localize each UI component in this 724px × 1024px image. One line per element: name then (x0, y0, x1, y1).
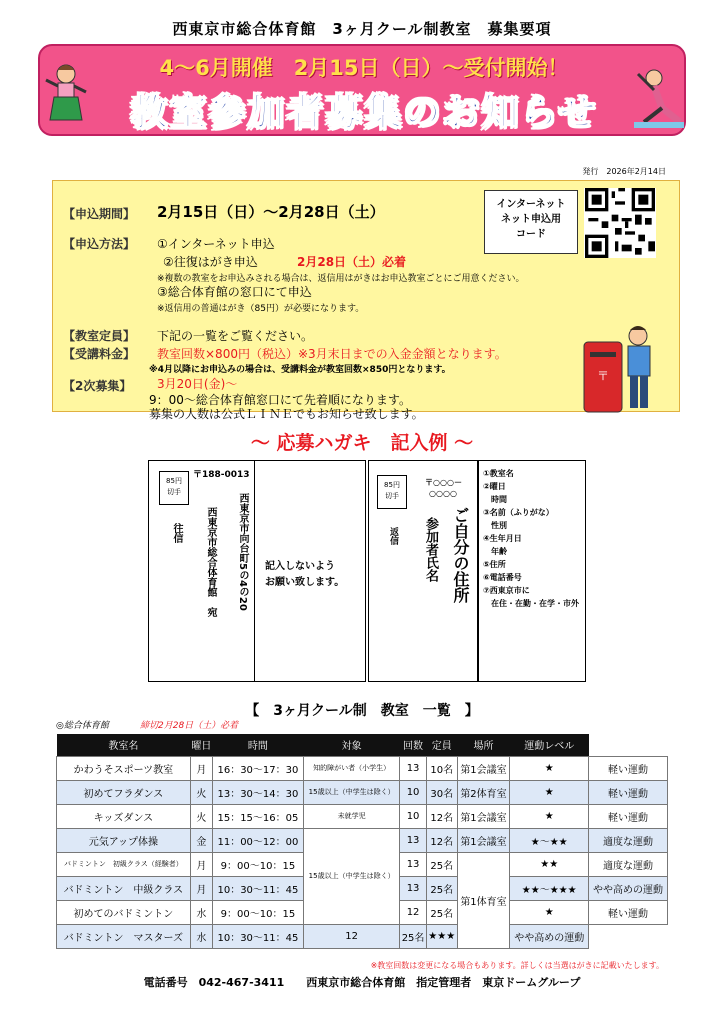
return-item: ⑥電話番号 (483, 573, 522, 582)
schedule-venue: ◎総合体育館 (56, 721, 109, 731)
method-2-deadline: 2月28日（土）必着 (297, 255, 407, 269)
capacity-label: 【教室定員】 (63, 329, 136, 343)
table-row (57, 804, 668, 828)
class-capacity: 12名 (426, 804, 457, 828)
class-name: バドミントン 中級クラス (57, 876, 191, 900)
outgoing-postal-code: 〒188-0013 (193, 470, 250, 480)
column-header: 回数 (400, 734, 426, 756)
return-own-address: ご自分の住所 (451, 507, 470, 603)
exercise-person-illustration (634, 64, 684, 130)
class-name: バドミントン 初級クラス（経験者） (57, 852, 191, 876)
outgoing-recipient: 西東京市総合体育館 宛 (205, 507, 216, 617)
class-place: 第2体育室 (457, 780, 510, 804)
class-day: 月 (190, 852, 212, 876)
schedule-note: ※教室回数は変更になる場合もあります。詳しくは当選はがきに記載いたします。 (370, 961, 664, 970)
class-day: 月 (190, 756, 212, 780)
schedule-header-row (57, 734, 668, 756)
period-label: 【申込期間】 (63, 207, 136, 221)
method-label: 【申込方法】 (63, 237, 136, 251)
return-stamp-label: 切手 (385, 492, 399, 500)
table-row (57, 924, 668, 948)
column-header: 場所 (457, 734, 510, 756)
schedule-table (56, 734, 668, 949)
class-level-text: やや高めの運動 (589, 876, 668, 900)
outgoing-label: 往信 (171, 523, 182, 543)
class-count: 12 (400, 900, 426, 924)
method-1: ①インターネット申込 (157, 237, 275, 251)
class-time: 11：00～12：00 (212, 828, 303, 852)
return-stamp-price: 85円 (384, 481, 400, 489)
column-header: 曜日 (190, 734, 212, 756)
column-header: 時間 (212, 734, 303, 756)
return-stamp (377, 475, 407, 509)
class-time: 9：00～10：15 (212, 900, 303, 924)
class-day: 金 (190, 828, 212, 852)
class-capacity: 25名 (426, 876, 457, 900)
class-capacity: 30名 (426, 780, 457, 804)
class-target: 15歳以上（中学生は除く） (303, 828, 400, 924)
class-level-text: 軽い運動 (589, 804, 668, 828)
class-count: 12 (303, 924, 400, 948)
class-capacity: 25名 (426, 900, 457, 924)
class-level-text: 軽い運動 (589, 900, 668, 924)
column-header: 定員 (426, 734, 457, 756)
issue-date: 発行 2026年2月14日 (582, 167, 666, 176)
class-count: 10 (400, 804, 426, 828)
table-row (57, 828, 668, 852)
class-count: 10 (400, 780, 426, 804)
return-postal-1: 〒○○○－ (425, 478, 462, 487)
return-label: 返信 (388, 527, 398, 545)
column-header: 対象 (303, 734, 400, 756)
class-time: 15：15～16：05 (212, 804, 303, 828)
class-level-stars: ★ (510, 900, 589, 924)
class-count: 13 (400, 756, 426, 780)
class-name: 初めてのバドミントン (57, 900, 191, 924)
class-day: 水 (190, 924, 212, 948)
class-target: 15歳以上（中学生は除く） (303, 780, 400, 804)
class-name: バドミントン マスターズ (57, 924, 191, 948)
banner-main-title: 教室参加者募集のお知らせ (130, 91, 598, 134)
return-item: ①教室名 (483, 469, 514, 478)
reply-back-side (254, 460, 366, 682)
return-item: 在住・在勤・在学・市外 (483, 599, 579, 608)
second-round-label: 【2次募集】 (63, 379, 132, 393)
return-item: 時間 (483, 495, 507, 504)
return-item: ③名前（ふりがな） (483, 508, 554, 517)
method-3: ③総合体育館の窓口にて申込 (157, 285, 312, 299)
postcard-example-title: ～ 応募ハガキ 記入例 ～ (250, 432, 474, 454)
return-item: ⑦西東京市に (483, 586, 530, 595)
schedule-title: 【 3ヶ月クール制 教室 一覧 】 (245, 703, 479, 719)
class-day: 月 (190, 876, 212, 900)
column-header: 運動レベル (510, 734, 589, 756)
return-item: 性別 (483, 521, 507, 530)
table-row (57, 780, 668, 804)
class-name: 元気アップ体操 (57, 828, 191, 852)
footer-contact: 電話番号 042-467-3411 西東京市総合体育館 指定管理者 東京ドームグループ (143, 976, 581, 989)
class-day: 水 (190, 900, 212, 924)
method-2: ②往復はがき申込 (163, 255, 258, 269)
return-item: ⑤住所 (483, 560, 506, 569)
qr-label-1: インターネット (496, 199, 566, 210)
class-level-text: 適度な運動 (589, 852, 668, 876)
svg-text:〒: 〒 (596, 369, 610, 383)
blank-note-2: お願い致します。 (265, 577, 345, 588)
class-time: 13：30～14：30 (212, 780, 303, 804)
blank-note-1: 記入しないよう (265, 561, 335, 572)
class-name: かわうそスポーツ教室 (57, 756, 191, 780)
class-place: 第1会議室 (457, 756, 510, 780)
capacity-value: 下記の一覧をご覧ください。 (157, 329, 314, 343)
fee-note: ※4月以降にお申込みの場合は、受講料金が教室回数×850円となります。 (149, 365, 451, 375)
class-level-text: 適度な運動 (589, 828, 668, 852)
class-time: 16：30～17：30 (212, 756, 303, 780)
period-value: 2月15日（日）～2月28日（土） (157, 203, 385, 221)
return-item: ②曜日 (483, 482, 506, 491)
class-level-text: 軽い運動 (589, 756, 668, 780)
class-level-stars: ★★★ (426, 924, 457, 948)
class-level-stars: ★★～★★★ (510, 876, 589, 900)
class-count: 13 (400, 852, 426, 876)
class-level-stars: ★ (510, 756, 589, 780)
column-header: 教室名 (57, 734, 191, 756)
return-participant-name: 参加者氏名 (423, 517, 438, 582)
banner-subtitle: 4～6月開催 2月15日（日）～受付開始！ (159, 56, 569, 80)
class-level-stars: ★★ (510, 852, 589, 876)
class-level-stars: ★～★★ (510, 828, 589, 852)
qr-caption (484, 190, 578, 254)
qr-label-3: コード (516, 229, 546, 240)
class-place: 第1会議室 (457, 804, 510, 828)
class-time: 10：30～11：45 (212, 876, 303, 900)
return-items-panel (478, 460, 586, 682)
class-capacity: 10名 (426, 756, 457, 780)
hula-dancer-illustration (44, 60, 88, 130)
class-count: 13 (400, 876, 426, 900)
method-note-1: ※複数の教室をお申込みされる場合は、返信用はがきはお申込教室ごとにご用意ください。 (157, 274, 525, 284)
fee-label: 【受講料金】 (63, 347, 136, 361)
outgoing-stamp-price: 85円 (166, 477, 182, 485)
class-count: 13 (400, 828, 426, 852)
postbox-illustration (578, 322, 658, 414)
document-title: 西東京市総合体育館 3ヶ月クール制教室 募集要項 (172, 20, 552, 38)
class-level-text: やや高めの運動 (510, 924, 589, 948)
class-level-stars: ★ (510, 804, 589, 828)
return-item: ④生年月日 (483, 534, 522, 543)
return-postcard (368, 460, 478, 682)
return-postal-2: ○○○○ (429, 489, 457, 498)
class-place: 第1会議室 (457, 828, 510, 852)
class-day: 火 (190, 780, 212, 804)
class-level-text: 軽い運動 (589, 780, 668, 804)
return-items-list (483, 467, 581, 610)
second-round-line-1: 9：00～総合体育館窓口にて先着順になります。 (149, 393, 411, 407)
schedule-deadline: 締切2月28日（土）必着 (140, 721, 239, 731)
outgoing-stamp-label: 切手 (167, 488, 181, 496)
second-round-date: 3月20日(金)～ (157, 377, 238, 391)
class-day: 火 (190, 804, 212, 828)
class-time: 10：30～11：45 (212, 924, 303, 948)
class-target: 知的障がい者（小学生） (303, 756, 400, 780)
qr-code[interactable] (584, 188, 656, 258)
class-target: 未就学児 (303, 804, 400, 828)
class-capacity: 25名 (400, 924, 426, 948)
return-item: 年齢 (483, 547, 507, 556)
class-level-stars: ★ (510, 780, 589, 804)
class-name: 初めてフラダンス (57, 780, 191, 804)
outgoing-stamp (159, 471, 189, 505)
outgoing-address: 西東京市向台町5の4の20 (237, 493, 248, 611)
class-capacity: 25名 (426, 852, 457, 876)
banner (38, 44, 686, 136)
class-capacity: 12名 (426, 828, 457, 852)
second-round-line-2: 募集の人数は公式ＬＩＮＥでもお知らせ致します。 (149, 407, 424, 421)
class-place: 第1体育室 (457, 852, 510, 948)
fee-value: 教室回数×800円（税込）※3月末日までの入金金額となります。 (157, 347, 507, 361)
qr-label-2: ネット申込用 (501, 214, 561, 225)
class-time: 9：00～10：15 (212, 852, 303, 876)
method-note-2: ※返信用の普通はがき（85円）が必要になります。 (157, 304, 365, 314)
table-row (57, 756, 668, 780)
class-name: キッズダンス (57, 804, 191, 828)
